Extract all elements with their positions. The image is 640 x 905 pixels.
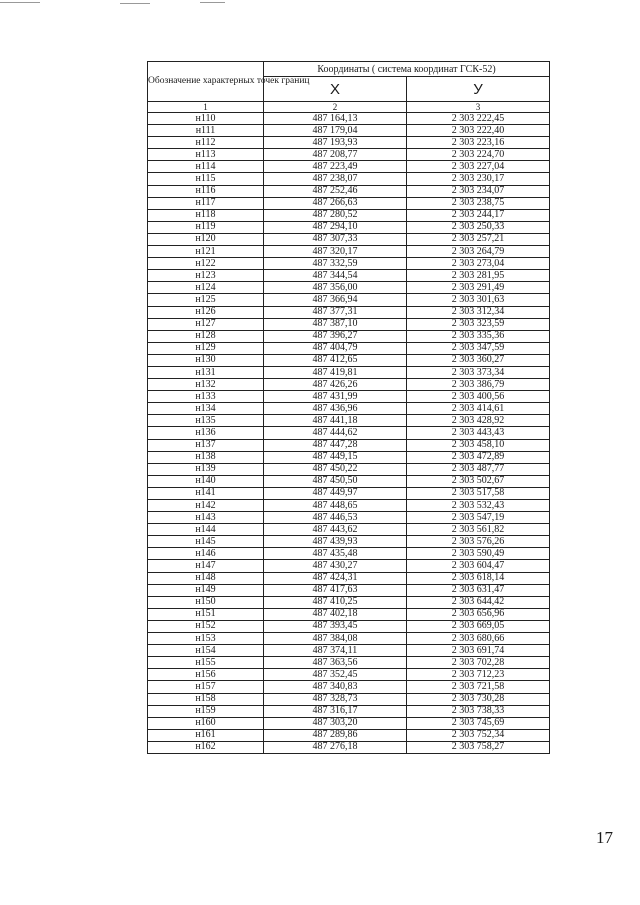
- x-coordinate: 487 332,59: [264, 258, 407, 270]
- point-label: н154: [148, 645, 264, 657]
- point-label: н110: [148, 113, 264, 125]
- coordinates-table-body: [148, 113, 550, 754]
- table-row: [148, 560, 550, 572]
- table-row: [148, 354, 550, 366]
- x-coordinate: 487 344,54: [264, 270, 407, 282]
- table-row: [148, 681, 550, 693]
- y-coordinate: 2 303 745,69: [407, 717, 550, 729]
- y-coordinate: 2 303 443,43: [407, 427, 550, 439]
- y-coordinate: 2 303 312,34: [407, 306, 550, 318]
- x-coordinate: 487 450,50: [264, 475, 407, 487]
- x-coordinate: 487 252,46: [264, 185, 407, 197]
- y-coordinate: 2 303 576,26: [407, 536, 550, 548]
- table-row: [148, 620, 550, 632]
- table-row: [148, 669, 550, 681]
- y-coordinate: 2 303 273,04: [407, 258, 550, 270]
- x-coordinate: 487 449,15: [264, 451, 407, 463]
- y-coordinate: 2 303 400,56: [407, 391, 550, 403]
- point-label: н145: [148, 536, 264, 548]
- point-label: н134: [148, 403, 264, 415]
- point-label: н131: [148, 366, 264, 378]
- table-row: [148, 717, 550, 729]
- coordinates-table: [147, 61, 550, 754]
- x-coordinate: 487 366,94: [264, 294, 407, 306]
- point-label: н128: [148, 330, 264, 342]
- table-row: [148, 596, 550, 608]
- point-label: н138: [148, 451, 264, 463]
- y-coordinate: 2 303 458,10: [407, 439, 550, 451]
- point-label: н161: [148, 729, 264, 741]
- y-coordinate: 2 303 656,96: [407, 608, 550, 620]
- y-coordinate: 2 303 244,17: [407, 209, 550, 221]
- point-label: н130: [148, 354, 264, 366]
- point-label: н140: [148, 475, 264, 487]
- point-label: н155: [148, 657, 264, 669]
- y-coordinate: 2 303 281,95: [407, 270, 550, 282]
- y-coordinate: 2 303 414,61: [407, 403, 550, 415]
- y-coordinate: 2 303 323,59: [407, 318, 550, 330]
- x-coordinate: 487 417,63: [264, 584, 407, 596]
- table-row: [148, 657, 550, 669]
- y-coordinate: 2 303 547,19: [407, 512, 550, 524]
- y-coordinate: 2 303 250,33: [407, 221, 550, 233]
- table-row: [148, 342, 550, 354]
- x-coordinate: 487 374,11: [264, 645, 407, 657]
- y-coordinate: 2 303 386,79: [407, 379, 550, 391]
- table-row: [148, 294, 550, 306]
- x-coordinate: 487 363,56: [264, 657, 407, 669]
- point-label: н113: [148, 149, 264, 161]
- x-coordinate: 487 179,04: [264, 125, 407, 137]
- table-row: [148, 548, 550, 560]
- point-label: н147: [148, 560, 264, 572]
- table-row: [148, 246, 550, 258]
- x-coordinate: 487 307,33: [264, 233, 407, 245]
- x-coordinate: 487 393,45: [264, 620, 407, 632]
- point-label: н156: [148, 669, 264, 681]
- point-label: н146: [148, 548, 264, 560]
- x-coordinate: 487 387,10: [264, 318, 407, 330]
- x-coordinate: 487 449,97: [264, 487, 407, 499]
- y-coordinate: 2 303 257,21: [407, 233, 550, 245]
- y-coordinate: 2 303 224,70: [407, 149, 550, 161]
- x-coordinate: 487 294,10: [264, 221, 407, 233]
- y-coordinate: 2 303 428,92: [407, 415, 550, 427]
- table-row: [148, 270, 550, 282]
- table-row: [148, 451, 550, 463]
- table-row: [148, 282, 550, 294]
- point-label: н135: [148, 415, 264, 427]
- y-coordinate: 2 303 691,74: [407, 645, 550, 657]
- x-coordinate: 487 435,48: [264, 548, 407, 560]
- table-row: [148, 729, 550, 741]
- table-row: [148, 500, 550, 512]
- y-coordinate: 2 303 758,27: [407, 741, 550, 753]
- table-row: [148, 113, 550, 125]
- point-label: н127: [148, 318, 264, 330]
- point-label: н118: [148, 209, 264, 221]
- point-label: н158: [148, 693, 264, 705]
- column-number: 1: [148, 102, 264, 113]
- point-label: н133: [148, 391, 264, 403]
- point-label: н132: [148, 379, 264, 391]
- scan-artifact: [120, 3, 150, 4]
- x-coordinate: 487 352,45: [264, 669, 407, 681]
- y-coordinate: 2 303 738,33: [407, 705, 550, 717]
- x-coordinate: 487 402,18: [264, 608, 407, 620]
- point-label: н144: [148, 524, 264, 536]
- x-coordinate: 487 443,62: [264, 524, 407, 536]
- point-label: н111: [148, 125, 264, 137]
- x-coordinate: 487 439,93: [264, 536, 407, 548]
- table-row: [148, 572, 550, 584]
- x-coordinate: 487 444,62: [264, 427, 407, 439]
- scan-artifact: [0, 2, 40, 3]
- table-row: [148, 524, 550, 536]
- table-row: [148, 306, 550, 318]
- x-coordinate: 487 441,18: [264, 415, 407, 427]
- y-coordinate: 2 303 604,47: [407, 560, 550, 572]
- y-coordinate: 2 303 223,16: [407, 137, 550, 149]
- table-row: [148, 125, 550, 137]
- table-row: [148, 379, 550, 391]
- page-number: 17: [596, 828, 613, 847]
- scan-artifact: [200, 2, 225, 3]
- y-coordinate: 2 303 360,27: [407, 354, 550, 366]
- point-label: н142: [148, 500, 264, 512]
- x-coordinate: 487 328,73: [264, 693, 407, 705]
- y-coordinate: 2 303 631,47: [407, 584, 550, 596]
- x-coordinate: 487 266,63: [264, 197, 407, 209]
- x-coordinate: 487 404,79: [264, 342, 407, 354]
- table-row: [148, 463, 550, 475]
- table-row: [148, 536, 550, 548]
- x-coordinate: 487 384,08: [264, 633, 407, 645]
- y-coordinate: 2 303 644,42: [407, 596, 550, 608]
- y-coordinate: 2 303 502,67: [407, 475, 550, 487]
- point-label: н124: [148, 282, 264, 294]
- y-coordinate: 2 303 301,63: [407, 294, 550, 306]
- x-coordinate: 487 426,26: [264, 379, 407, 391]
- point-label: н116: [148, 185, 264, 197]
- y-coordinate: 2 303 590,49: [407, 548, 550, 560]
- table-row: [148, 185, 550, 197]
- x-column-header: X: [264, 77, 407, 102]
- point-label: н129: [148, 342, 264, 354]
- x-coordinate: 487 303,20: [264, 717, 407, 729]
- table-row: [148, 693, 550, 705]
- column-number: 2: [264, 102, 407, 113]
- y-coordinate: 2 303 234,07: [407, 185, 550, 197]
- point-label: н114: [148, 161, 264, 173]
- x-coordinate: 487 424,31: [264, 572, 407, 584]
- table-row: [148, 512, 550, 524]
- point-label: н153: [148, 633, 264, 645]
- y-coordinate: 2 303 335,36: [407, 330, 550, 342]
- table-row: [148, 221, 550, 233]
- table-row: [148, 403, 550, 415]
- y-coordinate: 2 303 373,34: [407, 366, 550, 378]
- x-coordinate: 487 164,13: [264, 113, 407, 125]
- point-label: н148: [148, 572, 264, 584]
- x-coordinate: 487 450,22: [264, 463, 407, 475]
- x-coordinate: 487 448,65: [264, 500, 407, 512]
- x-coordinate: 487 431,99: [264, 391, 407, 403]
- table-row: [148, 391, 550, 403]
- point-label: н137: [148, 439, 264, 451]
- point-label: н120: [148, 233, 264, 245]
- x-coordinate: 487 316,17: [264, 705, 407, 717]
- point-label: н122: [148, 258, 264, 270]
- table-row: [148, 197, 550, 209]
- x-coordinate: 487 238,07: [264, 173, 407, 185]
- y-coordinate: 2 303 730,28: [407, 693, 550, 705]
- table-row: [148, 427, 550, 439]
- y-coordinate: 2 303 721,58: [407, 681, 550, 693]
- point-label: н152: [148, 620, 264, 632]
- point-label: н157: [148, 681, 264, 693]
- y-coordinate: 2 303 532,43: [407, 500, 550, 512]
- y-coordinate: 2 303 561,82: [407, 524, 550, 536]
- table-row: [148, 366, 550, 378]
- point-label: н136: [148, 427, 264, 439]
- x-coordinate: 487 340,83: [264, 681, 407, 693]
- x-coordinate: 487 419,81: [264, 366, 407, 378]
- table-row: [148, 137, 550, 149]
- table-row: [148, 584, 550, 596]
- point-label: н143: [148, 512, 264, 524]
- x-coordinate: 487 356,00: [264, 282, 407, 294]
- x-coordinate: 487 193,93: [264, 137, 407, 149]
- y-coordinate: 2 303 472,89: [407, 451, 550, 463]
- table-row: [148, 173, 550, 185]
- point-label-header: Обозначение характерных точек границ: [148, 62, 264, 102]
- y-column-header: У: [407, 77, 550, 102]
- y-coordinate: 2 303 517,58: [407, 487, 550, 499]
- point-label: н121: [148, 246, 264, 258]
- y-coordinate: 2 303 487,77: [407, 463, 550, 475]
- table-row: [148, 645, 550, 657]
- table-row: [148, 161, 550, 173]
- y-coordinate: 2 303 222,40: [407, 125, 550, 137]
- y-coordinate: 2 303 227,04: [407, 161, 550, 173]
- point-label: н117: [148, 197, 264, 209]
- point-label: н151: [148, 608, 264, 620]
- coordinates-group-header: Координаты ( система координат ГСК-52): [264, 62, 550, 77]
- table-row: [148, 439, 550, 451]
- x-coordinate: 487 320,17: [264, 246, 407, 258]
- x-coordinate: 487 447,28: [264, 439, 407, 451]
- x-coordinate: 487 289,86: [264, 729, 407, 741]
- table-row: [148, 608, 550, 620]
- y-coordinate: 2 303 238,75: [407, 197, 550, 209]
- x-coordinate: 487 446,53: [264, 512, 407, 524]
- point-label: н141: [148, 487, 264, 499]
- table-row: [148, 233, 550, 245]
- table-row: [148, 149, 550, 161]
- x-coordinate: 487 396,27: [264, 330, 407, 342]
- y-coordinate: 2 303 618,14: [407, 572, 550, 584]
- point-label: н149: [148, 584, 264, 596]
- point-label: н119: [148, 221, 264, 233]
- x-coordinate: 487 377,31: [264, 306, 407, 318]
- point-label: н112: [148, 137, 264, 149]
- y-coordinate: 2 303 347,59: [407, 342, 550, 354]
- x-coordinate: 487 412,65: [264, 354, 407, 366]
- y-coordinate: 2 303 680,66: [407, 633, 550, 645]
- y-coordinate: 2 303 712,23: [407, 669, 550, 681]
- point-label: н123: [148, 270, 264, 282]
- y-coordinate: 2 303 230,17: [407, 173, 550, 185]
- x-coordinate: 487 223,49: [264, 161, 407, 173]
- x-coordinate: 487 410,25: [264, 596, 407, 608]
- table-row: [148, 318, 550, 330]
- point-label: н160: [148, 717, 264, 729]
- table-row: [148, 415, 550, 427]
- point-label: н159: [148, 705, 264, 717]
- x-coordinate: 487 430,27: [264, 560, 407, 572]
- point-label: н126: [148, 306, 264, 318]
- y-coordinate: 2 303 669,05: [407, 620, 550, 632]
- y-coordinate: 2 303 222,45: [407, 113, 550, 125]
- table-row: [148, 258, 550, 270]
- x-coordinate: 487 276,18: [264, 741, 407, 753]
- y-coordinate: 2 303 264,79: [407, 246, 550, 258]
- point-label: н125: [148, 294, 264, 306]
- table-row: [148, 475, 550, 487]
- point-label: н139: [148, 463, 264, 475]
- table-row: [148, 330, 550, 342]
- y-coordinate: 2 303 752,34: [407, 729, 550, 741]
- column-number: 3: [407, 102, 550, 113]
- point-label: н115: [148, 173, 264, 185]
- table-row: [148, 741, 550, 753]
- x-coordinate: 487 280,52: [264, 209, 407, 221]
- y-coordinate: 2 303 702,28: [407, 657, 550, 669]
- table-row: [148, 705, 550, 717]
- y-coordinate: 2 303 291,49: [407, 282, 550, 294]
- table-row: [148, 209, 550, 221]
- point-label: н162: [148, 741, 264, 753]
- table-row: [148, 633, 550, 645]
- x-coordinate: 487 436,96: [264, 403, 407, 415]
- table-row: [148, 487, 550, 499]
- x-coordinate: 487 208,77: [264, 149, 407, 161]
- point-label: н150: [148, 596, 264, 608]
